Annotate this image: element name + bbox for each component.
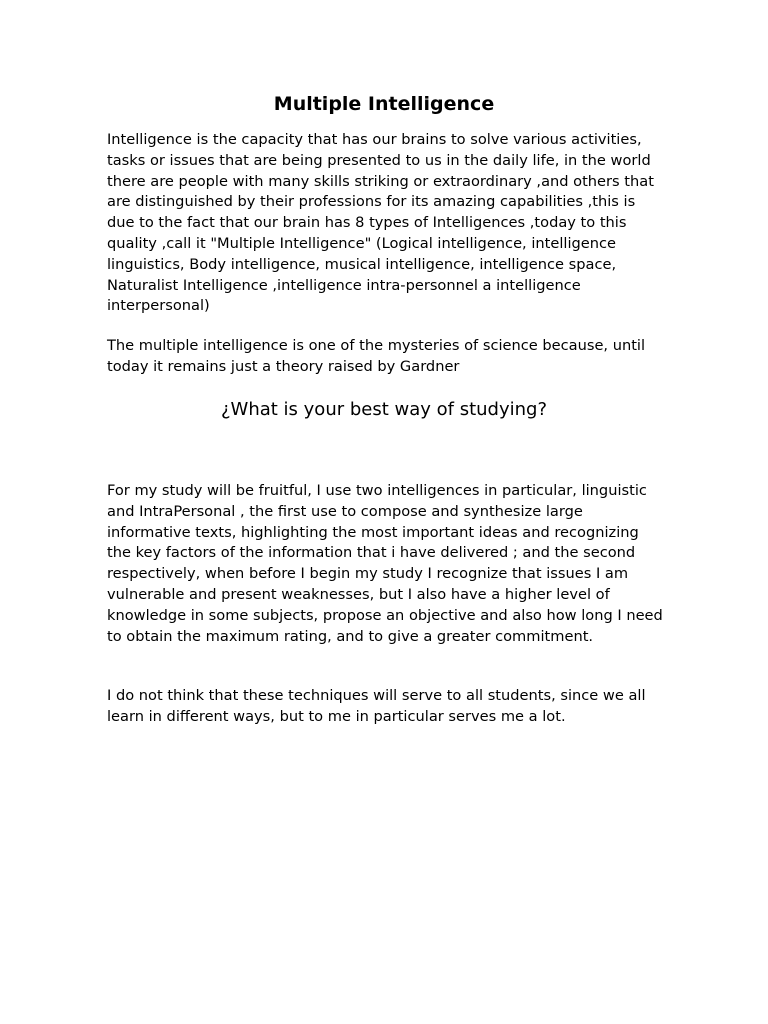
conclusion-paragraph: I do not think that these techniques will serve to all students, since we all learn in different ways, but to me in particular serves me a lot. [107, 687, 646, 725]
study-method-paragraph: For my study will be fruitful, I use two intelligences in particular, linguistic and IntraPersonal , the first use to compose and synthesize large informative texts, highlighting the most important ideas and recognizing the key factors of the information that i have delivered ; and the second respectively, when before I begin my study I recognize that issues I am vulnerable and present weaknesses, but I also have a higher level of knowledge in some subjects, propose an objective and also how long I need to obtain the maximum rating, and to give a greater commitment. [107, 482, 663, 645]
gardner-paragraph: The multiple intelligence is one of the mysteries of science because, until today it remains just a theory raised by Gardner [107, 337, 646, 375]
intro-paragraph: Intelligence is the capacity that has our brains to solve various activities, tasks or issues that are being presented to us in the daily life, in the world there are people with many skills striking or extraordinary ,and others that are distinguished by their professions for its amazing capabilities ,this is due to the fact that our brain has 8 types of Intelligences ,today to this quality ,call it "Multiple Intelligence" (Logical intelligence, intelligence linguistics, Body intelligence, musical intelligence, intelligence space, Naturalist Intelligence ,intelligence intra-personnel a intelligence interpersonal) [107, 131, 654, 315]
document-title: Multiple Intelligence [273, 93, 495, 115]
section-heading: ¿What is your best way of studying? [220, 399, 548, 420]
